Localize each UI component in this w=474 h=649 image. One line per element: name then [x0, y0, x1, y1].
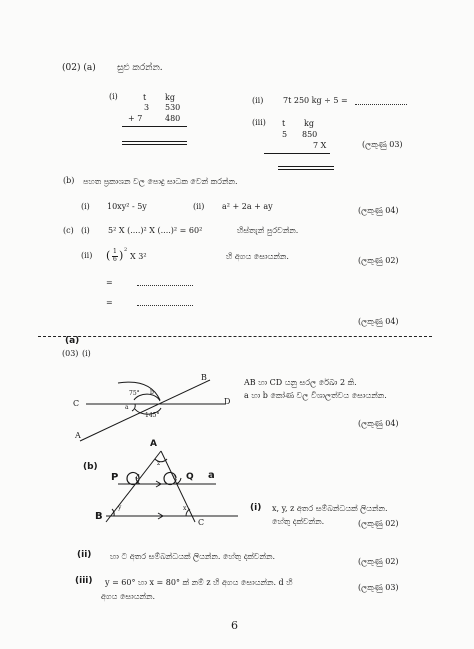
q02-a-i-r2-t: + 7: [128, 114, 143, 123]
q02-c-ii-instruction: හි අගය සොයන්න.: [226, 252, 289, 261]
fig2-angle-x: x: [183, 505, 187, 512]
q02-b-i-expression: 10xy² - 5y: [107, 202, 147, 211]
q02-c-marks: (ලකුණු 02): [358, 256, 399, 265]
q02-a-i-number: (i): [109, 92, 118, 101]
q02-b-ii-expression: a² + 2a + ay: [222, 202, 273, 211]
q02-a-i-r1-kg: 530: [165, 103, 181, 112]
fig1-point-d: D: [224, 397, 231, 406]
q03-b-iii-number: (iii): [75, 576, 93, 586]
fig1-point-c: C: [73, 399, 80, 408]
q02-c-ii-exponent: 2: [124, 247, 128, 253]
q02-a-iii-multiplier: 7 X: [313, 141, 327, 150]
q02-a-ii-number: (ii): [252, 96, 264, 105]
q02-a-i-head-t: t: [143, 93, 147, 102]
q03-b-i-number: (i): [250, 503, 262, 513]
q02-b-label: (b): [63, 176, 75, 185]
q02-c-ii-open-paren: (: [106, 249, 111, 262]
fig2-point-a: A: [150, 439, 157, 449]
q02-c-ii-frac-denominator: 6: [113, 256, 117, 263]
q03-i-marks: (ලකුණු 04): [358, 419, 399, 428]
fig1-angle-a: a: [125, 404, 129, 411]
q02-c-ii-equals-2: =: [106, 298, 113, 307]
q02-c-ii-close-paren: ): [119, 249, 124, 262]
q02-c-i-number: (i): [81, 226, 90, 235]
fig2-label-a: a: [208, 470, 215, 481]
q02-c-i-instruction: හිස්තැන් පුරවන්න.: [237, 226, 299, 235]
fig1-angle-145: 145°: [145, 412, 160, 419]
q03-i-text-2: a හා b කෝණ වල විශාලත්වය සොයන්න.: [244, 391, 387, 400]
q03-b-iii-marks: (ලකුණු 03): [358, 583, 399, 592]
q02-a-iii-r1-kg: 850: [302, 130, 318, 139]
q03-b-iii-text-1: y = 60° හා x = 80° ක් නම් z හි අගය සොයන්න. d හි: [105, 578, 293, 587]
fig1-point-b: B: [201, 373, 207, 382]
q02-b-instruction: පහත ප්‍රකාශන වල පොදු සාධක වෙන් කරන්න.: [83, 177, 238, 186]
q02-a-iii-head-kg: kg: [304, 119, 314, 128]
q02-a-marks: (ලකුණු 03): [362, 140, 403, 149]
q02-c-ii-number: (ii): [81, 251, 93, 260]
q02-c-i-expression: 5² X (....)² X (....)² = 60²: [108, 226, 203, 235]
q02-c-ii-frac-numerator: 1: [113, 248, 117, 255]
q03-b-i-marks: (ලකුණු 02): [358, 519, 399, 528]
q02-a-iii-number: (iii): [252, 118, 266, 127]
q03-b-i-text-2: හේතු දක්වන්න.: [272, 517, 325, 526]
q02-label: (02) (a): [62, 63, 96, 73]
fig2-angle-a: a: [173, 474, 177, 481]
q02-b-i-number: (i): [81, 202, 90, 211]
q03-b-i-text-1: x, y, z අතර සම්බන්ධයක් ලියන්න.: [272, 504, 388, 513]
q02-c-ii-middle: X 3²: [130, 252, 147, 261]
q03-b-ii-marks: (ලකුණු 02): [358, 557, 399, 566]
q02-c-ii-equals-1: =: [106, 278, 113, 287]
fig2-angle-z: z: [157, 460, 161, 467]
fig2-point-q: Q: [186, 472, 194, 482]
q03-i-number: (i): [82, 349, 91, 358]
q03-b-ii-number: (ii): [77, 550, 92, 560]
q02-a-iii-head-t: t: [282, 119, 286, 128]
q02-total-marks: (ලකුණු 04): [358, 317, 399, 326]
fig1-point-a: A: [75, 431, 81, 440]
fig2-point-b: B: [95, 511, 103, 522]
q03-handwritten-b-label: (b): [83, 462, 98, 472]
q03-i-text-1: AB හා CD යනු සරල රේඛා 2 කි.: [244, 378, 357, 387]
q02-a-ii-expression: 7t 250 kg ÷ 5 =: [283, 96, 348, 105]
fig1-angle-75: 75°: [129, 390, 140, 397]
q03-b-ii-text: හා ට අතර සම්බන්ධයක් ලියන්න. හේතු දක්වන්න.: [110, 552, 276, 561]
q02-b-ii-number: (ii): [193, 202, 205, 211]
q03-b-iii-text-2: අගය සොයන්න.: [101, 592, 156, 601]
page-number: 6: [231, 619, 238, 632]
q02-c-label: (c): [63, 226, 74, 235]
q02-a-instruction: සුළු කරන්න.: [117, 63, 163, 73]
q02-a-iii-r1-t: 5: [282, 130, 288, 139]
fig1-angle-b: b: [150, 389, 154, 396]
q02-b-marks: (ලකුණු 04): [358, 206, 399, 215]
fig2-angle-d: d: [136, 474, 140, 481]
q02-a-i-r1-t: 3: [144, 103, 150, 112]
q03-handwritten-a-label: (a): [65, 336, 80, 346]
fig2-point-p: P: [111, 472, 119, 483]
fig2-angle-y: y: [118, 504, 122, 511]
fig2-point-c: C: [198, 518, 205, 527]
q03-label: (03): [62, 349, 79, 358]
side-ac: [161, 451, 195, 522]
side-ab: [106, 451, 161, 522]
q02-a-i-head-kg: kg: [165, 93, 175, 102]
q02-a-i-r2-kg: 480: [165, 114, 181, 123]
